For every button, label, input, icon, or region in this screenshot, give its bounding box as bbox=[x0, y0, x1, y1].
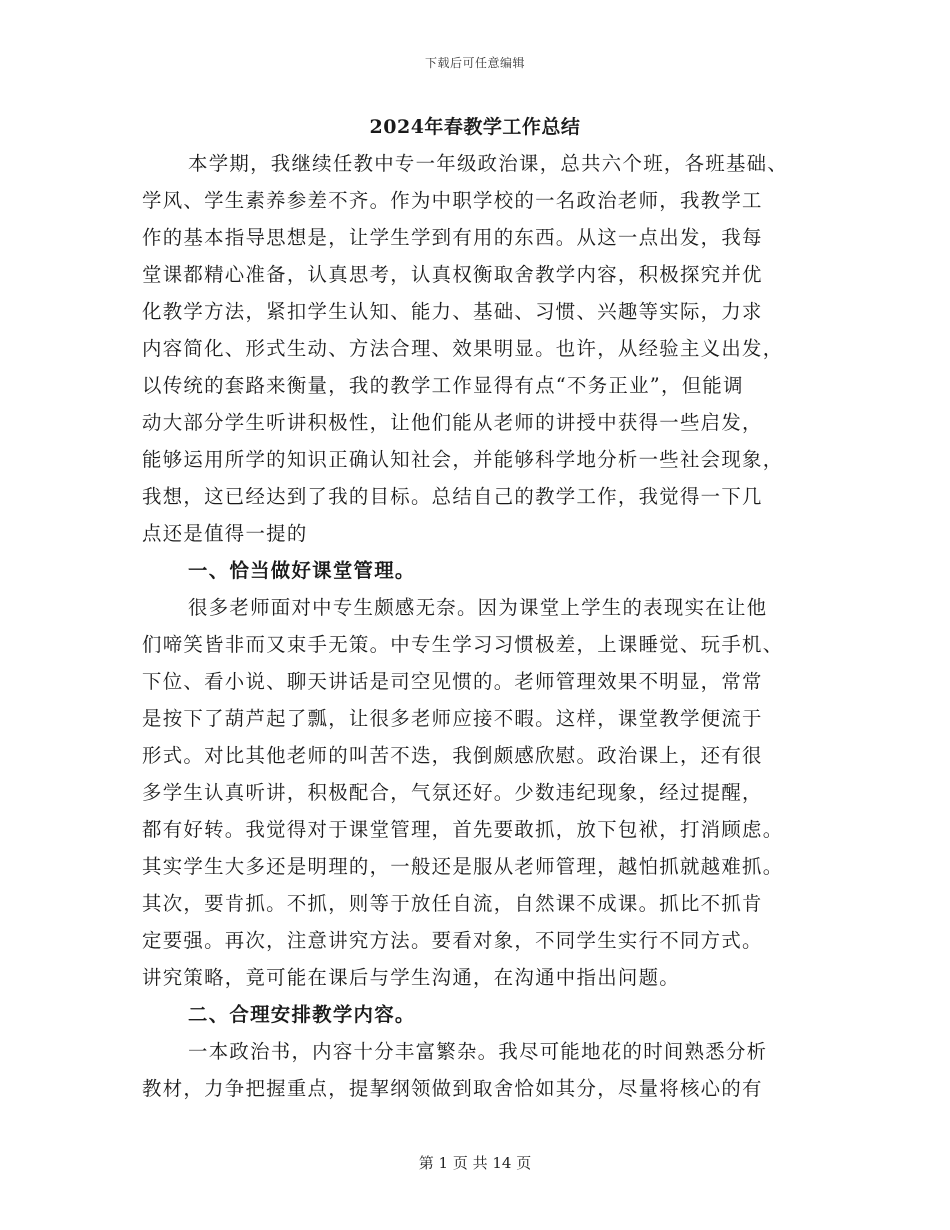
page-header-note: 下载后可任意编辑 bbox=[424, 56, 525, 70]
section-heading-1: 一、恰当做好课堂管理。 bbox=[188, 559, 416, 582]
body-line: 以传统的套路来衡量，我的教学工作显得有点“不务正业”，但能调 bbox=[142, 374, 744, 397]
body-line: 本学期，我继续任教中专一年级政治课，总共六个班，各班基础、 bbox=[188, 152, 789, 175]
body-line: 们啼笑皆非而又束手无策。中专生学习习惯极差，上课睡觉、玩手机、 bbox=[142, 633, 784, 656]
body-line: 点还是值得一提的 bbox=[142, 522, 308, 545]
body-line: 一本政治书，内容十分丰富繁杂。我尽可能地花的时间熟悉分析 bbox=[188, 1040, 768, 1063]
body-line: 化教学方法，紧扣学生认知、能力、基础、习惯、兴趣等实际，力求 bbox=[142, 300, 763, 323]
body-line: 讲究策略，竟可能在课后与学生沟通，在沟通中指出问题。 bbox=[142, 966, 680, 989]
body-line: 内容简化、形式生动、方法合理、效果明显。也许，从经验主义出发， bbox=[142, 337, 784, 360]
body-line: 下位、看小说、聊天讲话是司空见惯的。老师管理效果不明显，常常 bbox=[142, 670, 763, 693]
body-line: 我想，这已经达到了我的目标。总结自己的教学工作，我觉得一下几 bbox=[142, 485, 763, 508]
section-heading-2: 二、合理安排教学内容。 bbox=[188, 1003, 416, 1026]
body-line: 都有好转。我觉得对于课堂管理，首先要敢抓，放下包袱，打消顾虑。 bbox=[142, 818, 784, 841]
body-line: 能够运用所学的知识正确认知社会，并能够科学地分析一些社会现象， bbox=[142, 448, 784, 471]
body-line: 动大部分学生听讲积极性，让他们能从老师的讲授中获得一些启发， bbox=[142, 411, 763, 434]
body-line: 很多老师面对中专生颇感无奈。因为课堂上学生的表现实在让他 bbox=[188, 596, 768, 619]
document-title: 2024年春教学工作总结 bbox=[369, 116, 581, 138]
body-line: 多学生认真听讲，积极配合，气氛还好。少数违纪现象，经过提醒， bbox=[142, 781, 763, 804]
body-line: 是按下了葫芦起了瓢，让很多老师应接不暇。这样，课堂教学便流于 bbox=[142, 707, 763, 730]
body-line: 形式。对比其他老师的叫苦不迭，我倒颇感欣慰。政治课上，还有很 bbox=[142, 744, 763, 767]
body-line: 定要强。再次，注意讲究方法。要看对象，不同学生实行不同方式。 bbox=[142, 929, 763, 952]
body-line: 作的基本指导思想是，让学生学到有用的东西。从这一点出发，我每 bbox=[142, 226, 763, 249]
body-line: 其实学生大多还是明理的，一般还是服从老师管理，越怕抓就越难抓。 bbox=[142, 855, 784, 878]
page-number-footer: 第 1 页 共 14 页 bbox=[418, 1154, 532, 1172]
body-line: 教材，力争把握重点，提挈纲领做到取舍恰如其分，尽量将核心的有 bbox=[142, 1077, 763, 1100]
body-line: 其次，要肯抓。不抓，则等于放任自流，自然课不成课。抓比不抓肯 bbox=[142, 892, 763, 915]
document-body bbox=[142, 145, 812, 1107]
body-line: 学风、学生素养参差不齐。作为中职学校的一名政治老师，我教学工 bbox=[142, 189, 763, 212]
body-line: 堂课都精心准备，认真思考，认真权衡取舍教学内容，积极探究并优 bbox=[142, 263, 763, 286]
